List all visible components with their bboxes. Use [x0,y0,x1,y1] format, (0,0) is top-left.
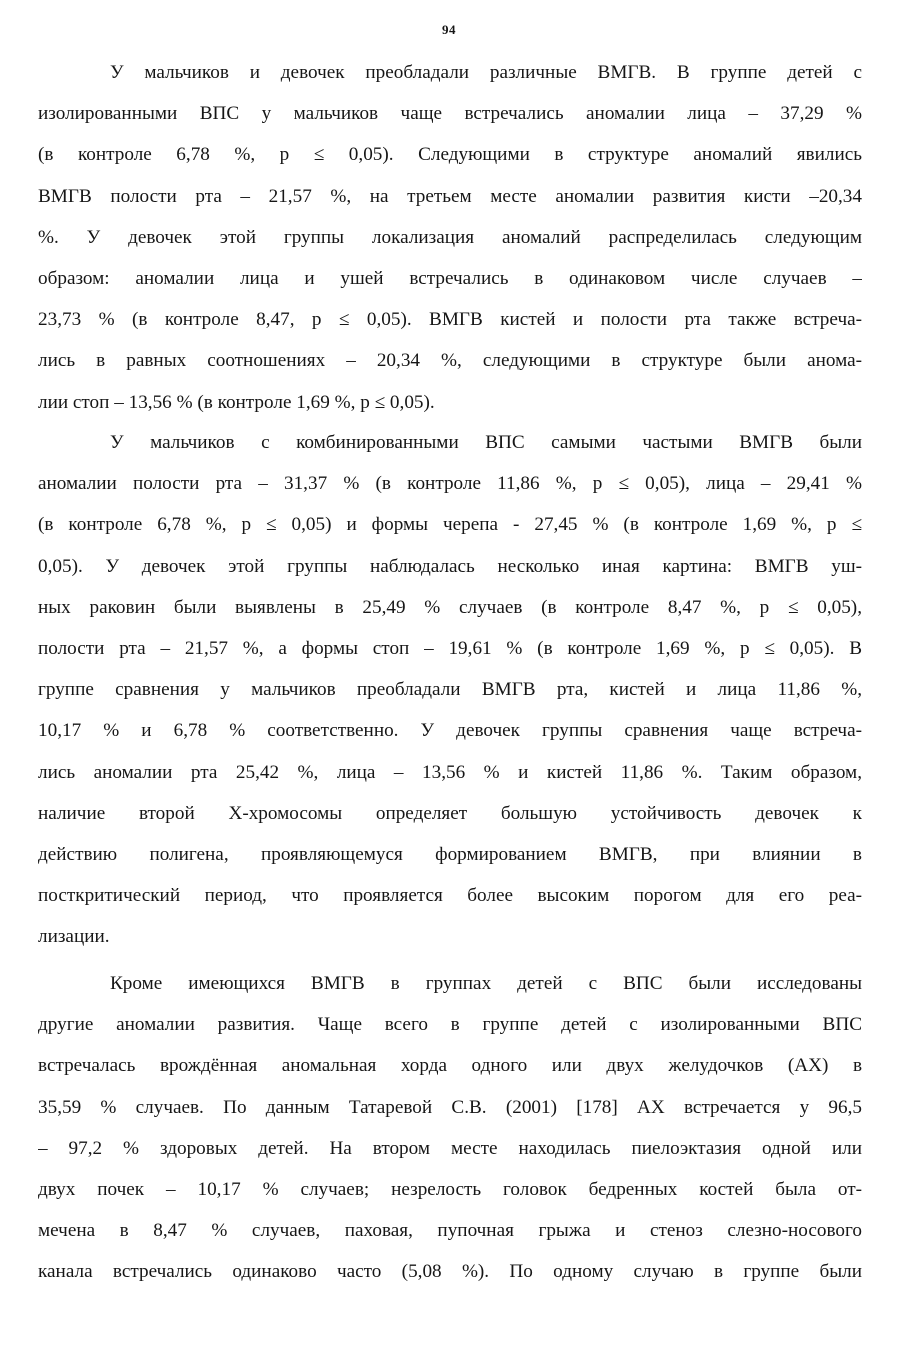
text-line: – 97,2 % здоровых детей. На втором месте находилась пиелоэктазия одной или [38,1137,862,1159]
text-line: 0,05). У девочек этой группы наблюдалась несколько иная картина: ВМГВ уш- [38,555,862,577]
text-line: группе сравнения у мальчиков преобладали ВМГВ рта, кистей и лица 11,86 %, [38,679,862,701]
text-line: встречалась врождённая аномальная хорда одного или двух желудочков (АХ) в [38,1055,862,1077]
text-line: мечена в 8,47 % случаев, паховая, пупочная грыжа и стеноз слезно-носового [38,1220,862,1242]
text-line: двух почек – 10,17 % случаев; незрелость головок бедренных костей была от- [38,1178,862,1200]
text-line: У мальчиков и девочек преобладали различные ВМГВ. В группе детей с [110,62,862,83]
paragraph-1 [38,52,862,423]
text-line: (в контроле 6,78 %, р ≤ 0,05). Следующими в структуре аномалий явились [38,144,862,166]
text-line: лись в равных соотношениях – 20,34 %, следующими в структуре были анома- [38,350,862,372]
text-line: лии стоп – 13,56 % (в контроле 1,69 %, р ≤ 0,05). [38,391,435,413]
text-line: (в контроле 6,78 %, р ≤ 0,05) и формы черепа - 27,45 % (в контроле 1,69 %, р ≤ [38,514,862,536]
text-line: 10,17 % и 6,78 % соответственно. У девочек группы сравнения чаще встреча- [38,720,862,742]
text-line: другие аномалии развития. Чаще всего в группе детей с изолированными ВПС [38,1014,862,1036]
text-line: %. У девочек этой группы локализация аномалий распределилась следующим [38,226,862,248]
text-line: ных раковин были выявлены в 25,49 % случаев (в контроле 8,47 %, р ≤ 0,05), [38,596,862,618]
text-line: действию полигена, проявляющемуся формированием ВМГВ, при влиянии в [38,843,862,865]
text-line: наличие второй Х-хромосомы определяет большую устойчивость девочек к [38,802,862,824]
text-line: 35,59 % случаев. По данным Татаревой С.В. (2001) [178] АХ встречается у 96,5 [38,1096,862,1118]
text-line: изолированными ВПС у мальчиков чаще встречались аномалии лица – 37,29 % [38,103,862,125]
text-line: 23,73 % (в контроле 8,47, р ≤ 0,05). ВМГВ кистей и полости рта также встреча- [38,309,862,331]
text-line: Кроме имеющихся ВМГВ в группах детей с ВПС были исследованы [110,973,862,994]
text-line: посткритический период, что проявляется более высоким порогом для его реа- [38,885,862,907]
text-line: полости рта – 21,57 %, а формы стоп – 19,61 % (в контроле 1,69 %, р ≤ 0,05). В [38,637,862,659]
text-line: лись аномалии рта 25,42 %, лица – 13,56 % и кистей 11,86 %. Таким образом, [38,761,862,783]
text-line: аномалии полости рта – 31,37 % (в контроле 11,86 %, р ≤ 0,05), лица – 29,41 % [38,473,862,495]
text-line: У мальчиков с комбинированными ВПС самыми частыми ВМГВ были [110,432,862,453]
text-line: образом: аномалии лица и ушей встречались в одинаковом числе случаев – [38,267,862,289]
page-number: 94 [442,22,456,37]
paragraph-3 [38,963,862,1293]
text-line: лизации. [38,926,110,948]
paragraph-2 [38,422,862,957]
text-line: канала встречались одинаково часто (5,08 %). По одному случаю в группе были [38,1261,862,1283]
text-line: ВМГВ полости рта – 21,57 %, на третьем месте аномалии развития кисти –20,34 [38,185,862,207]
